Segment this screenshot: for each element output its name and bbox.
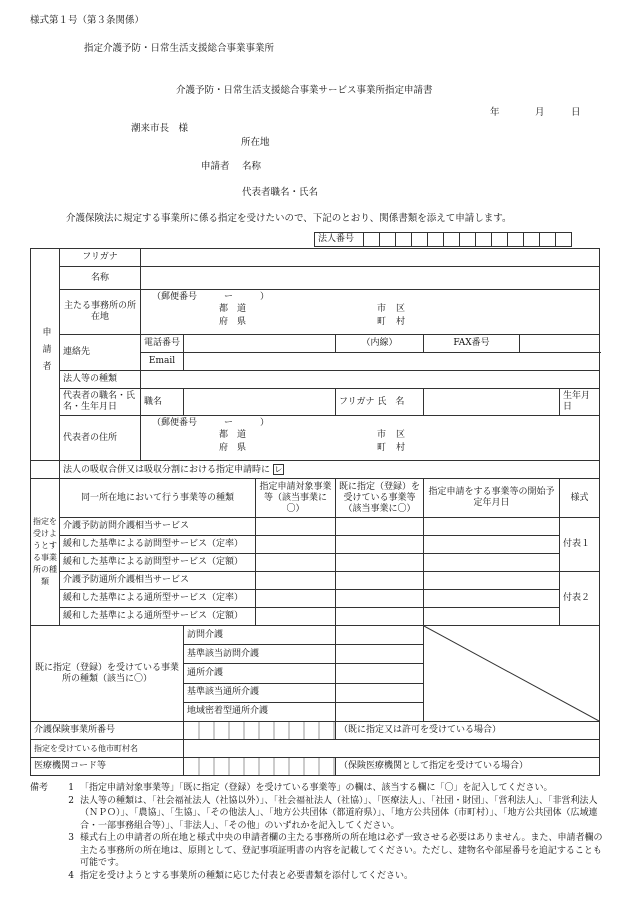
- corp-number-digit[interactable]: [524, 233, 540, 247]
- other-city-input[interactable]: [184, 740, 600, 758]
- note-item: [30, 795, 605, 833]
- corp-type-label: 法人等の種類: [60, 371, 141, 389]
- existing-type-check[interactable]: [336, 645, 424, 664]
- diagonal-cell: [424, 626, 600, 722]
- city-ku-label: 区: [396, 304, 406, 314]
- job-title-label: 職名: [141, 389, 184, 416]
- rep-address-label: 代表者の住所: [60, 416, 141, 461]
- existing-column-header: 既に指定（登録）を受けている事業等（該当事業に〇）: [336, 479, 424, 518]
- note-number: 1: [68, 783, 74, 793]
- corp-number-digit[interactable]: [540, 233, 556, 247]
- date-year-label: 年: [490, 107, 500, 118]
- furigana-label: フリガナ: [60, 249, 141, 267]
- start-date-cell[interactable]: [424, 518, 560, 536]
- intro-text: 介護保険法に規定する事業所に係る指定を受けたいので、下記のとおり、関係書類を添えて申請します。: [66, 213, 512, 224]
- merger-spacer: [31, 461, 60, 479]
- target-column-header: 指定申請対象事業等（該当事業に〇）: [256, 479, 336, 518]
- note-number: 4: [68, 870, 74, 881]
- service-row-label: 緩和した基準による通所型サービス（定額）: [60, 608, 256, 626]
- start-date-cell[interactable]: [424, 554, 560, 572]
- rep-city-shi-label: 市: [377, 430, 387, 440]
- note-text: 指定を受けようとする事業所の種類に応じた付表と必要書類を添付してください。: [80, 870, 414, 881]
- fax-input[interactable]: [520, 335, 600, 353]
- notes-section: [30, 782, 605, 882]
- rep-prefecture-ken-label: 県: [237, 443, 247, 453]
- existing-cell[interactable]: [336, 536, 424, 554]
- start-date-cell[interactable]: [424, 572, 560, 590]
- merger-row: [60, 461, 600, 479]
- rep-town-machi-label: 町: [377, 443, 387, 453]
- phone-label: 電話番号: [141, 335, 184, 353]
- insurance-number-input[interactable]: [184, 722, 336, 740]
- target-cell[interactable]: [256, 554, 336, 572]
- page-title: 介護予防・日常生活支援総合事業サービス事業所指定申請書: [176, 85, 433, 96]
- applicant-section-label: 申請者: [31, 249, 60, 461]
- form-number: 様式第１号（第３条関係）: [30, 15, 145, 26]
- village-mura-label: 村: [396, 317, 406, 327]
- email-input[interactable]: [184, 353, 600, 371]
- corp-number-digit[interactable]: [444, 233, 460, 247]
- representative-label: 代表者職名・氏名: [242, 187, 319, 198]
- office-location-input[interactable]: [141, 290, 600, 335]
- service-row-label: 介護予防訪問介護相当サービス: [60, 518, 256, 536]
- note-text: 法人等の種類は、「社会福祉法人（社協以外）」、「社会福祉法人（社協）」、「医療法人」、「社団・財団」、「営利法人」、「非営利法人（ＮＰＯ）」、「農協」、「生協」、「その他法人」、「地方公共団体（都道府県）」、「地方公共団体（市町村）」、「地方公共団体（広域連合・一部事務組合等）」、「非法人」、「その他」のいずれかを記入してください。: [80, 795, 598, 831]
- service-row-label: 介護予防通所介護相当サービス: [60, 572, 256, 590]
- notes-label: 備考: [30, 783, 49, 793]
- note-item: [30, 832, 605, 870]
- corp-number-digit[interactable]: [556, 233, 572, 247]
- corp-number-digit[interactable]: [364, 233, 380, 247]
- existing-type-check[interactable]: [336, 664, 424, 683]
- corp-number-digit[interactable]: [428, 233, 444, 247]
- existing-type-check[interactable]: [336, 626, 424, 645]
- service-column-header: 同一所在地において行う事業等の種類: [60, 479, 256, 518]
- corp-number-digit[interactable]: [396, 233, 412, 247]
- rep-prefecture-to-label: 都: [219, 430, 229, 440]
- prefecture-to-label: 都: [219, 304, 229, 314]
- diagonal-line: [424, 626, 599, 721]
- service-row-label: 緩和した基準による訪問型サービス（定率）: [60, 536, 256, 554]
- phone-input[interactable]: [184, 335, 336, 353]
- target-cell[interactable]: [256, 608, 336, 626]
- target-cell[interactable]: [256, 572, 336, 590]
- merger-label: 法人の吸収合併又は吸収分割における指定申請時に: [63, 464, 271, 475]
- name-input[interactable]: [141, 267, 600, 290]
- corp-number-digit[interactable]: [460, 233, 476, 247]
- rep-city-ku-label: 区: [396, 430, 406, 440]
- insurance-number-note: （既に指定又は許可を受けている場合）: [336, 722, 600, 740]
- target-cell[interactable]: [256, 536, 336, 554]
- start-date-column-header: 指定申請をする事業等の開始予定年月日: [424, 479, 560, 518]
- date-day-label: 日: [571, 107, 581, 118]
- note-text: 様式右上の申請者の所在地と様式中央の申請者欄の主たる事務所の所在地は必ず一致させる必要はありません。また、申請者欄の主たる事務所の所在地は、原則として、登記事項証明書の内容を記載してください。ただし、建物名や部屋番号を追記することも可能です。: [80, 833, 603, 868]
- note-item: [30, 782, 605, 795]
- note-number: 3: [68, 833, 74, 843]
- existing-cell[interactable]: [336, 518, 424, 536]
- addressee: 潮来市長 様: [131, 123, 189, 134]
- applicant-label: 申請者: [201, 161, 230, 172]
- note-number: 2: [68, 795, 74, 806]
- rep-prefecture-fu-label: 府: [219, 443, 229, 453]
- start-date-cell[interactable]: [424, 536, 560, 554]
- target-cell[interactable]: [256, 518, 336, 536]
- corp-number-digit[interactable]: [492, 233, 508, 247]
- corp-number-digit[interactable]: [508, 233, 524, 247]
- existing-cell[interactable]: [336, 572, 424, 590]
- extension-label: （内線）: [336, 335, 424, 353]
- rep-name-label: フリガナ 氏 名: [336, 389, 424, 416]
- note-text: 「指定申請対象事業等」「既に指定（登録）を受けている事業等」の欄は、該当する欄に「〇」を記入してください。: [80, 783, 553, 793]
- existing-cell[interactable]: [336, 554, 424, 572]
- existing-type-item: 地域密着型通所介護: [184, 702, 336, 721]
- furigana-input[interactable]: [141, 249, 600, 267]
- rep-village-mura-label: 村: [396, 443, 406, 453]
- other-city-label: 指定を受けている他市町村名: [31, 740, 184, 758]
- start-date-cell[interactable]: [424, 590, 560, 608]
- fax-label: FAX番号: [424, 335, 520, 353]
- town-machi-label: 町: [377, 317, 387, 327]
- email-label: Email: [141, 353, 184, 371]
- existing-type-item: 基準該当通所介護: [184, 683, 336, 702]
- form-subtitle: 指定介護予防・日常生活支援総合事業事業所: [84, 43, 275, 54]
- corp-number-digit[interactable]: [380, 233, 396, 247]
- date-month-label: 月: [535, 107, 545, 118]
- existing-cell[interactable]: [336, 590, 424, 608]
- note-item: [30, 870, 605, 883]
- start-date-cell[interactable]: [424, 608, 560, 626]
- target-cell[interactable]: [256, 590, 336, 608]
- merger-checkbox[interactable]: レ: [274, 464, 283, 474]
- existing-type-item: 訪問介護: [184, 626, 336, 645]
- attachment-1-label: 付表１: [560, 518, 600, 572]
- service-row-label: 緩和した基準による訪問型サービス（定額）: [60, 554, 256, 572]
- service-row-label: 緩和した基準による通所型サービス（定率）: [60, 590, 256, 608]
- corp-number-label: 法人番号: [315, 233, 364, 247]
- dob-label: 生年月日: [560, 389, 600, 416]
- medical-code-input[interactable]: [184, 758, 336, 776]
- form-column-header: 様式: [560, 479, 600, 518]
- application-table: [30, 248, 600, 776]
- attachment-2-label: 付表２: [560, 572, 600, 626]
- prefecture-do-label: 道: [237, 304, 247, 314]
- rep-name-input[interactable]: [424, 389, 560, 416]
- corp-number-table: [314, 232, 572, 247]
- medical-code-label: 医療機関コード等: [31, 758, 184, 776]
- prefecture-fu-label: 府: [219, 317, 229, 327]
- existing-cell[interactable]: [336, 608, 424, 626]
- rep-title-dob-label: 代表者の職名・氏名・生年月日: [60, 389, 141, 416]
- applicant-name-label: 名称: [242, 161, 262, 172]
- rep-postal-code-label: （郵便番号 ー ）: [152, 418, 270, 428]
- medical-code-note: （保険医療機関として指定を受けている場合）: [336, 758, 600, 776]
- rep-prefecture-do-label: 道: [237, 430, 247, 440]
- existing-type-item: 基準該当訪問介護: [184, 645, 336, 664]
- city-shi-label: 市: [377, 304, 387, 314]
- insurance-number-label: 介護保険事業所番号: [31, 722, 184, 740]
- existing-types-label: 既に指定（登録）を受けている事業所の種類（該当に〇）: [31, 626, 184, 722]
- applicant-location-label: 所在地: [241, 137, 270, 148]
- existing-type-check[interactable]: [336, 702, 424, 721]
- contact-label: 連絡先: [60, 335, 141, 371]
- target-section-label: 指定を受けようとする事業所の種類: [31, 479, 60, 626]
- job-title-input[interactable]: [184, 389, 336, 416]
- corp-number-digit[interactable]: [476, 233, 492, 247]
- existing-type-item: 通所介護: [184, 664, 336, 683]
- rep-address-input[interactable]: [141, 416, 600, 461]
- corp-number-digit[interactable]: [412, 233, 428, 247]
- name-label: 名称: [60, 267, 141, 290]
- corp-type-input[interactable]: [141, 371, 600, 389]
- prefecture-ken-label: 県: [237, 317, 247, 327]
- postal-code-label: （郵便番号 ー ）: [152, 292, 270, 302]
- existing-type-check[interactable]: [336, 683, 424, 702]
- office-location-label: 主たる事務所の所在地: [60, 290, 141, 335]
